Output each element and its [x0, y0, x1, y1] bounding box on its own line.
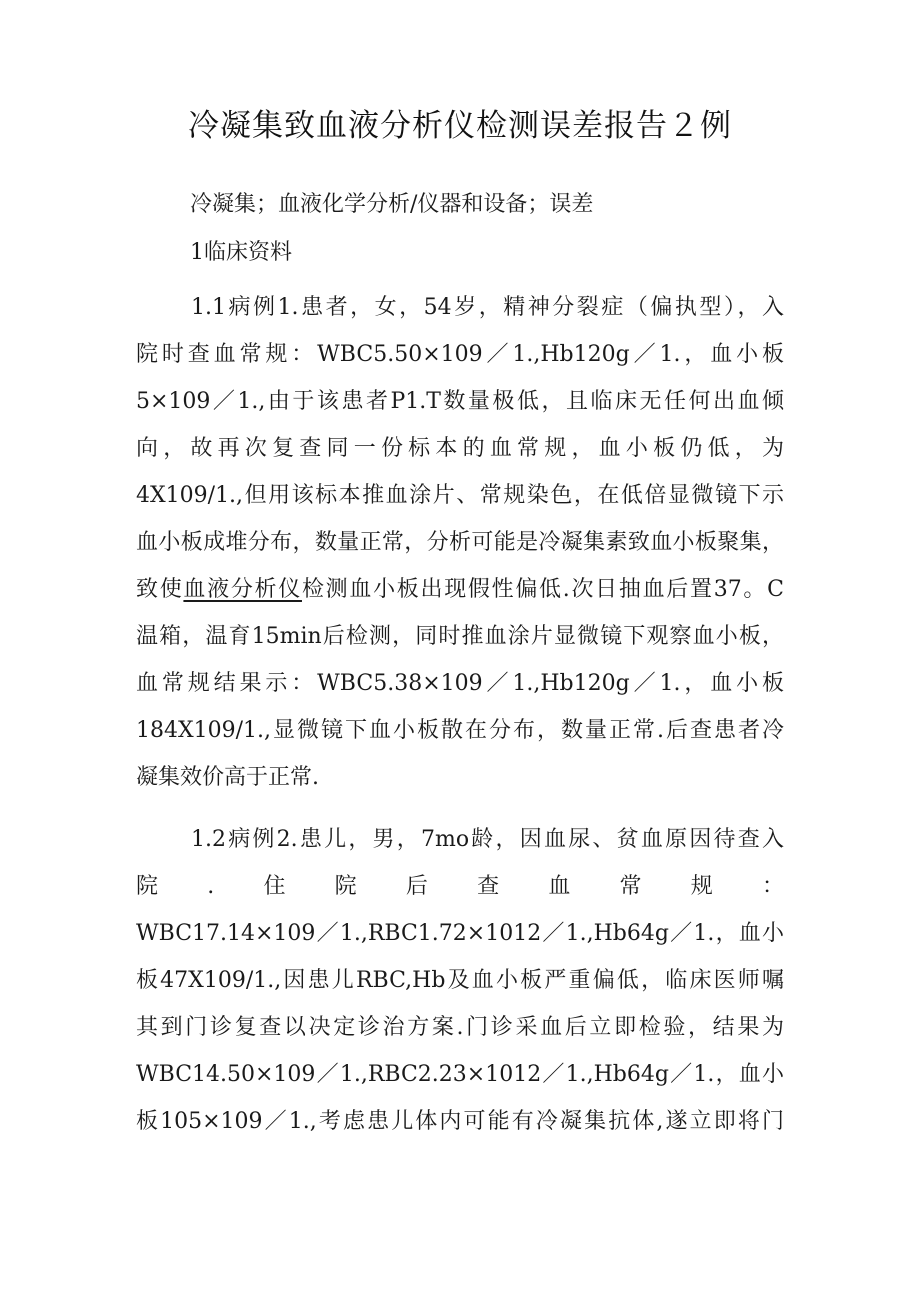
text-line: 血小板成堆分布，数量正常，分析可能是冷凝集素致血小板聚集，	[136, 530, 784, 555]
text-line: 板105×109／1.,考虑患儿体内可能有冷凝集抗体,遂立即将门	[136, 1109, 784, 1134]
text-line: WBC17.14×109／1.,RBC1.72×1012／1.,Hb64g／1.，血小	[136, 921, 784, 946]
text-line: 血常规结果示：WBC5.38×109／1.,Hb120g／1.，血小板	[136, 671, 784, 696]
text-line: 184X109/1.,显微镜下血小板散在分布，数量正常.后查患者冷	[136, 718, 784, 743]
text-line: 1.2病例2.患儿，男，7mo龄，因血尿、贫血原因待查入	[191, 827, 784, 852]
text-fragment: 检测血小板出现假性偏低.次日抽血后置37。C	[301, 577, 784, 602]
keywords-line: 冷凝集；血液化学分析/仪器和设备；误差	[190, 192, 594, 217]
text-line-with-term	[136, 566, 784, 613]
section-heading: 1临床资料	[190, 240, 292, 265]
text-line: 1.1病例1.患者，女，54岁，精神分裂症（偏执型），入	[191, 295, 784, 320]
text-line: 4X109/1.,但用该标本推血涂片、常规染色，在低倍显微镜下示	[136, 483, 784, 508]
text-line: 5×109／1.,由于该患者P1.T数量极低，且临床无任何出血倾	[136, 389, 784, 414]
text-line: WBC14.50×109／1.,RBC2.23×1012／1.,Hb64g／1.，血小	[136, 1062, 784, 1087]
text-line: 其到门诊复查以决定诊治方案.门诊采血后立即检验，结果为	[136, 1015, 784, 1040]
text-line: 板47X109/1.,因患儿RBC,Hb及血小板严重偏低，临床医师嘱	[136, 968, 784, 993]
text-line: 院时查血常规：WBC5.50×109／1.,Hb120g／1.，血小板	[136, 342, 784, 367]
text-line: 凝集效价高于正常.	[136, 765, 319, 790]
text-line: 院 . 住 院 后 查 血 常 规 ：	[136, 874, 784, 899]
text-line: 温箱，温育15min后检测，同时推血涂片显微镜下观察血小板，	[136, 624, 784, 649]
text-line: 向，故再次复查同一份标本的血常规，血小板仍低，为	[136, 436, 784, 461]
underlined-term: 血液分析仪	[183, 577, 302, 602]
paragraph-case-2	[136, 816, 784, 1145]
text-fragment: 致使	[136, 577, 184, 602]
document-title: 冷凝集致血液分析仪检测误差报告２例	[188, 108, 732, 144]
paragraph-case-1	[136, 284, 784, 801]
